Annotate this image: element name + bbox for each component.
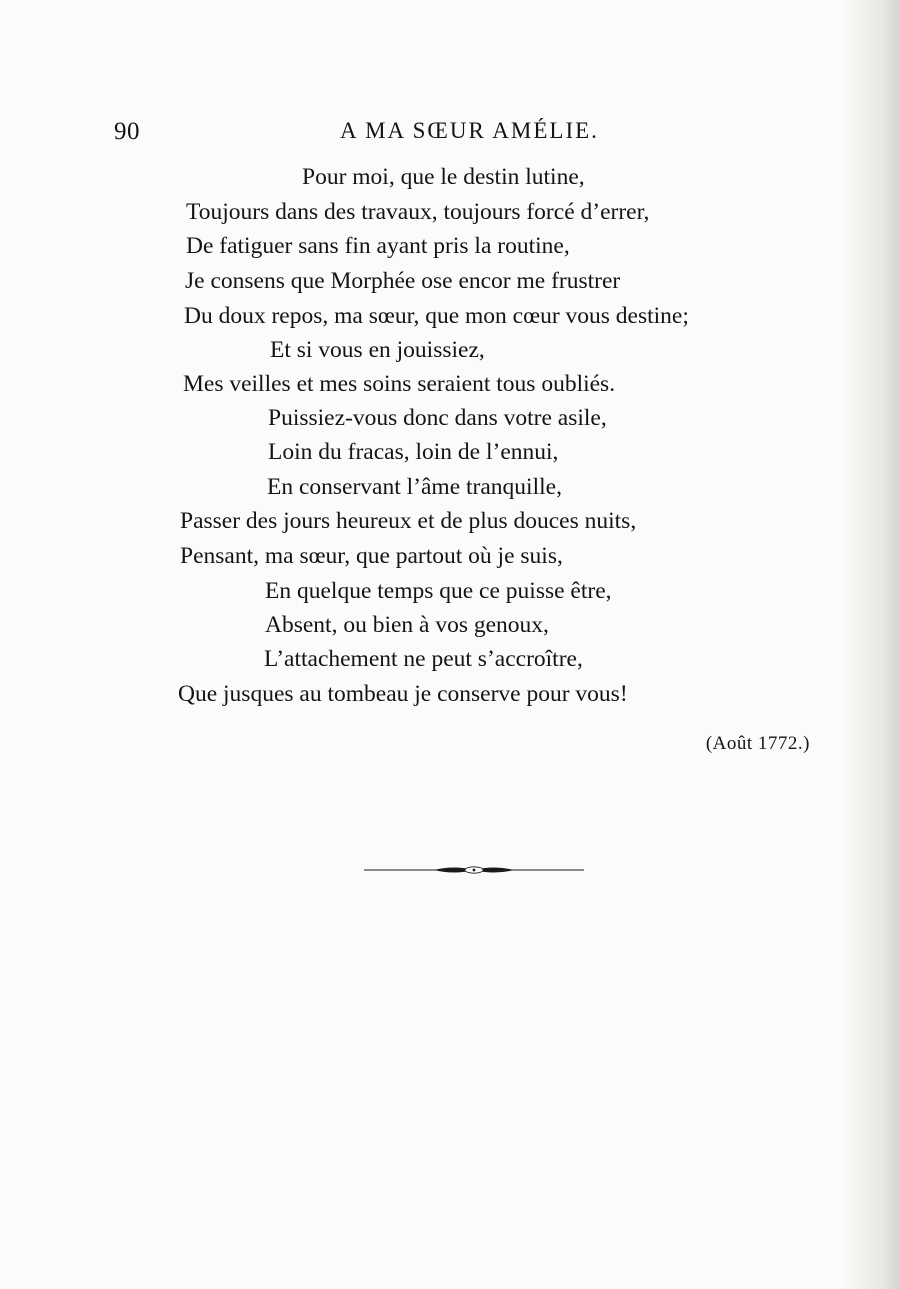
verse-line: Je consens que Morphée ose encor me frustrer <box>185 268 621 294</box>
verse-line: Puissiez-vous donc dans votre asile, <box>268 405 607 431</box>
verse-line: De fatiguer sans fin ayant pris la routine, <box>186 233 570 259</box>
verse-line: Du doux repos, ma sœur, que mon cœur vous destine; <box>184 303 689 329</box>
ornamental-rule-icon <box>364 862 584 882</box>
running-title: A MA SŒUR AMÉLIE. <box>340 118 599 143</box>
verse-line: Pour moi, que le destin lutine, <box>302 164 585 190</box>
verse-line: Que jusques au tombeau je conserve pour vous! <box>178 681 628 707</box>
verse-line: Loin du fracas, loin de l’ennui, <box>268 439 559 465</box>
verse-line: Absent, ou bien à vos genoux, <box>265 612 549 638</box>
verse-line: Toujours dans des travaux, toujours forcé d’errer, <box>186 199 650 225</box>
verse-line: En conservant l’âme tranquille, <box>267 474 562 500</box>
verse-line: Mes veilles et mes soins seraient tous oubliés. <box>183 371 616 397</box>
verse-line: En quelque temps que ce puisse être, <box>265 578 612 604</box>
date-line: (Août 1772.) <box>705 733 810 754</box>
verse-line: Et si vous en jouissiez, <box>270 337 485 363</box>
page-edge-shadow <box>840 0 900 1289</box>
verse-line: Passer des jours heureux et de plus douces nuits, <box>180 508 637 534</box>
verse-line: Pensant, ma sœur, que partout où je suis, <box>180 543 563 569</box>
verse-line: L’attachement ne peut s’accroître, <box>264 646 583 672</box>
page-number: 90 <box>114 118 140 145</box>
